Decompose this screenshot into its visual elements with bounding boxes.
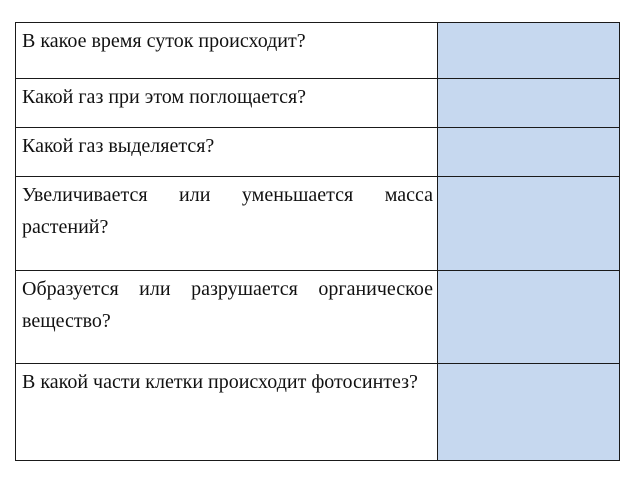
table-row (16, 271, 620, 364)
question-cell: Какой газ при этом поглощается? (16, 79, 438, 128)
photosynthesis-worksheet-table (15, 22, 620, 461)
table-row (16, 364, 620, 461)
question-cell: В какой части клетки происходит фотосинтез? (16, 364, 438, 461)
answer-cell[interactable] (438, 271, 620, 364)
answer-cell[interactable] (438, 79, 620, 128)
answer-cell[interactable] (438, 128, 620, 177)
question-cell: Образуется или разрушается органическое вещество? (16, 271, 438, 364)
answer-cell[interactable] (438, 364, 620, 461)
question-cell: Какой газ выделяется? (16, 128, 438, 177)
question-cell: В какое время суток происходит? (16, 23, 438, 79)
table-row (16, 128, 620, 177)
table-row (16, 79, 620, 128)
answer-cell[interactable] (438, 23, 620, 79)
table-row (16, 177, 620, 271)
table-row (16, 23, 620, 79)
answer-cell[interactable] (438, 177, 620, 271)
question-cell: Увеличивается или уменьшается масса растений? (16, 177, 438, 271)
